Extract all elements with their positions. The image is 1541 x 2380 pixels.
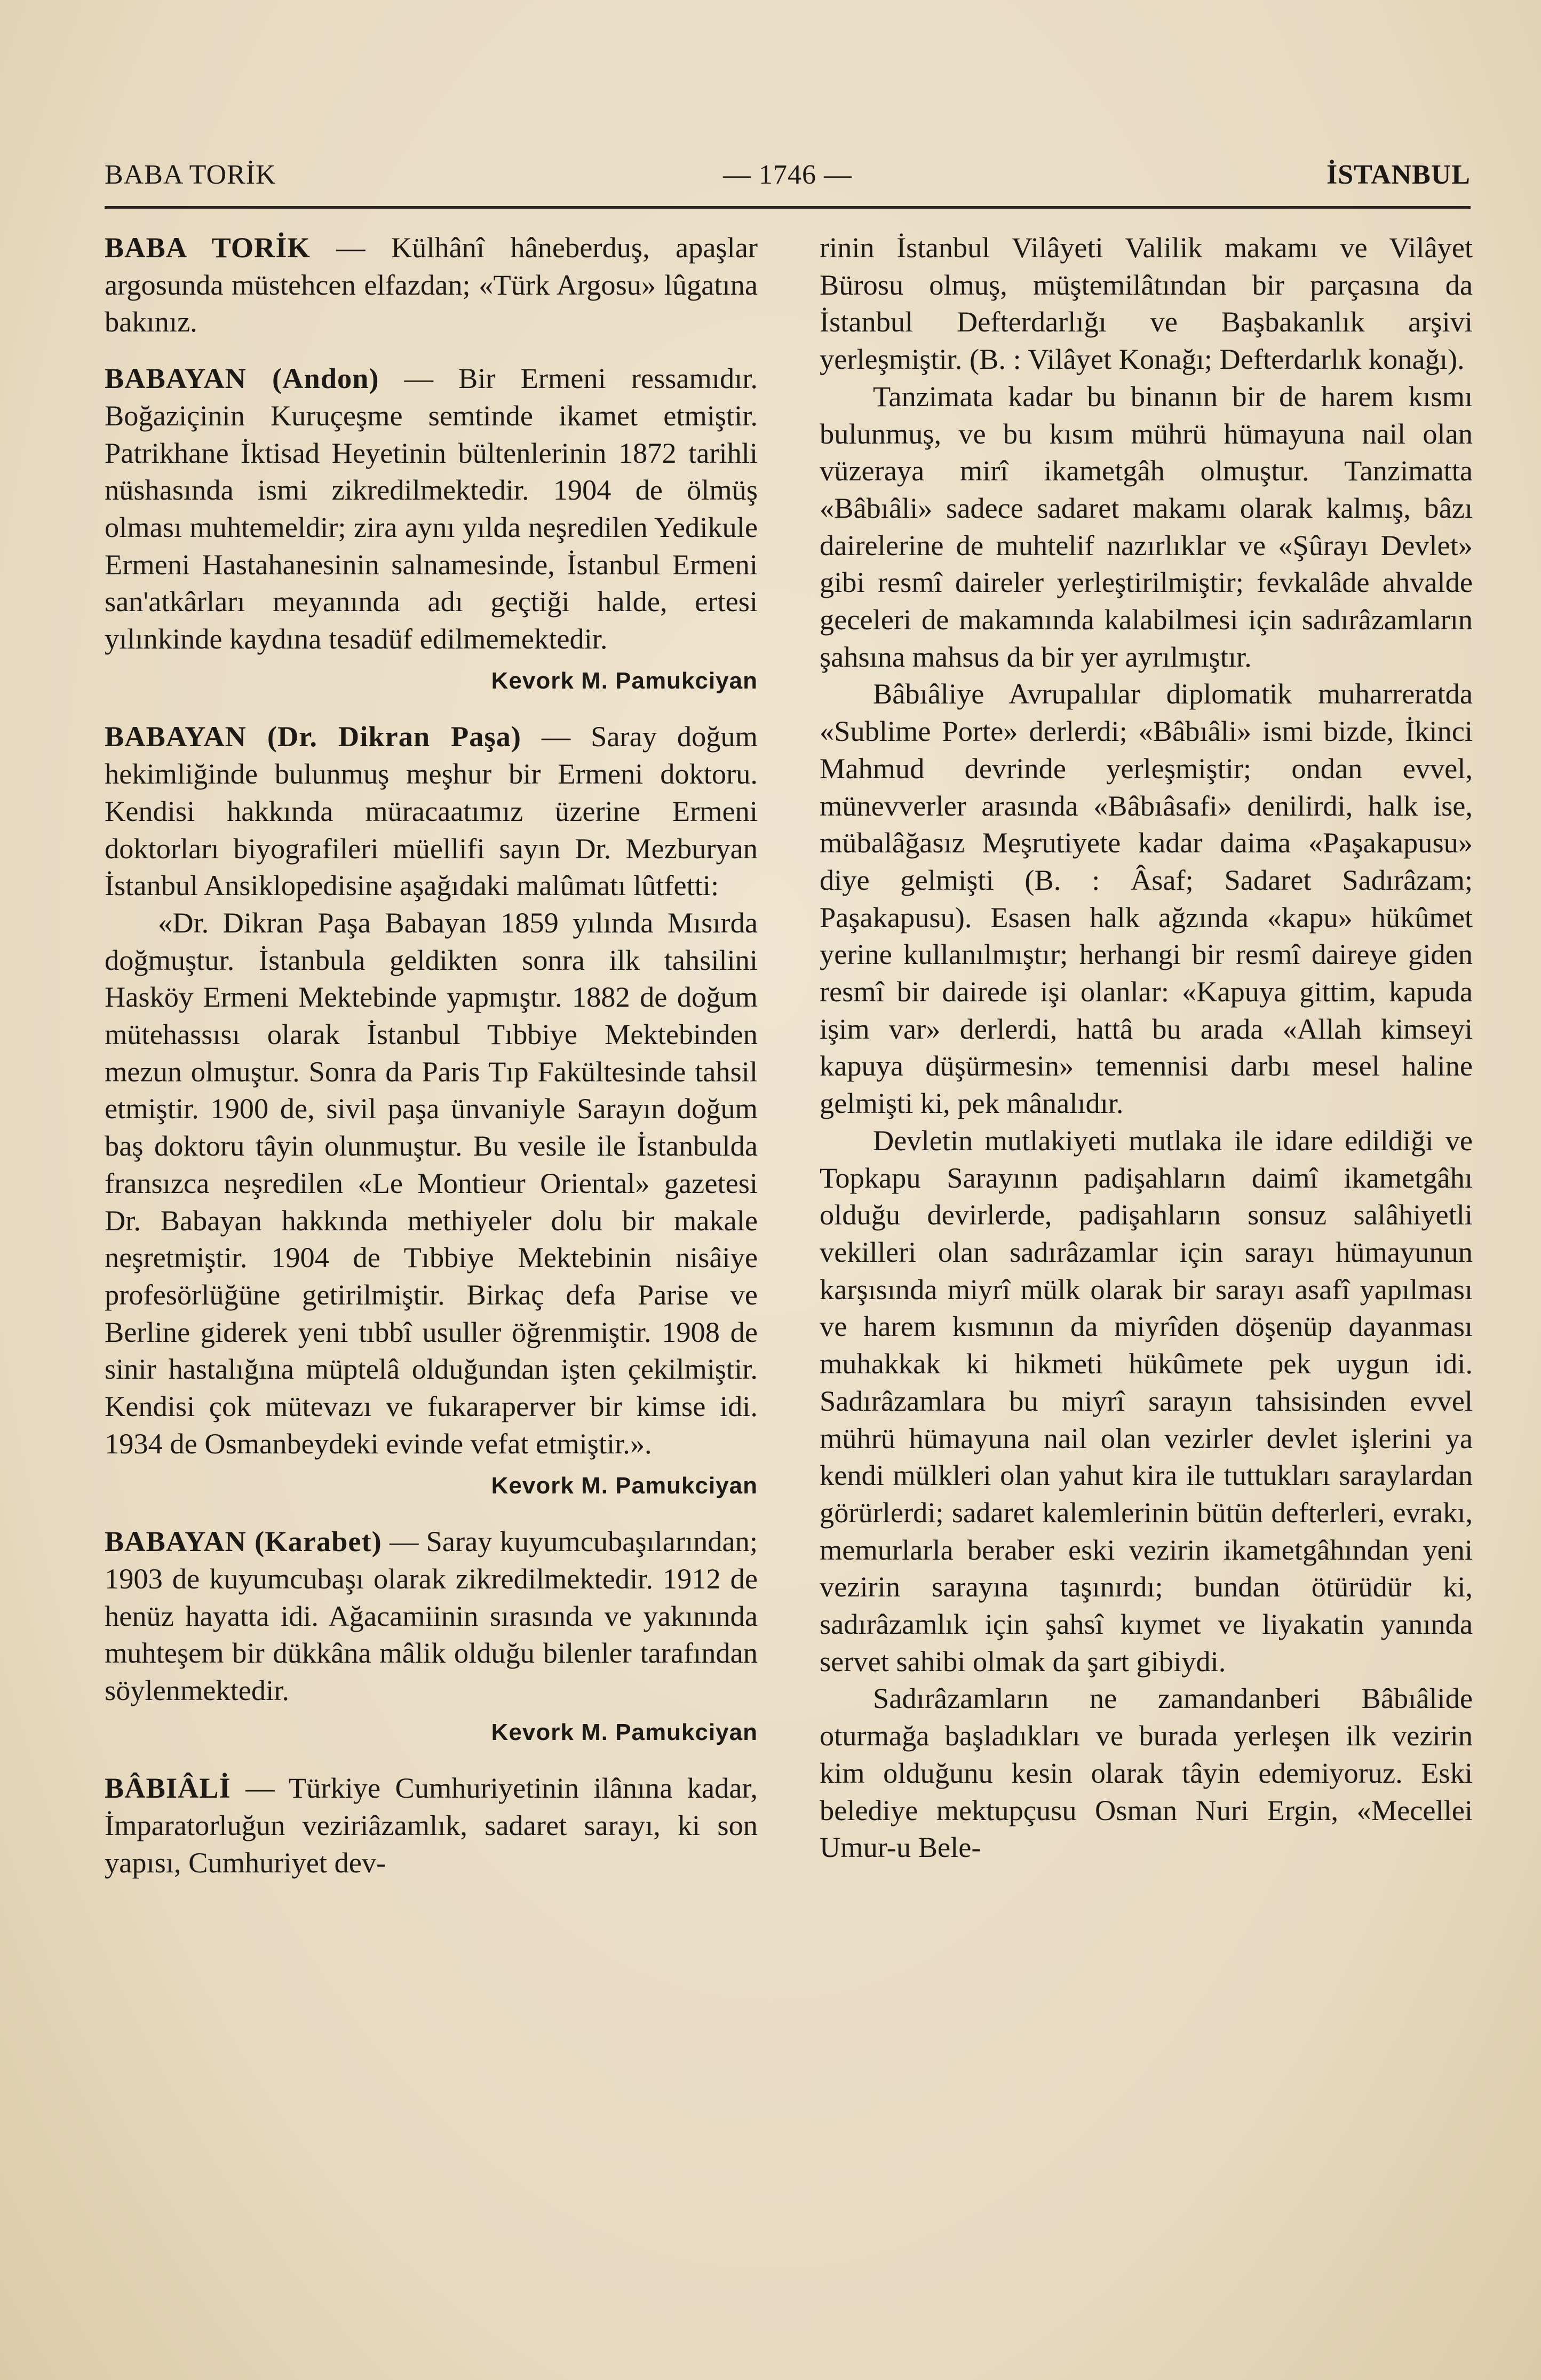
running-header — [105, 159, 1471, 202]
header-left-title: BABA TORİK — [105, 160, 276, 190]
header-rule — [105, 206, 1471, 209]
entry-heading: BABAYAN (Dr. Dikran Paşa) — [105, 721, 521, 753]
entry-babiali — [105, 1770, 758, 1881]
entry-text: — Külhânî hâneberduş, apaşlar argosunda müstehcen elfazdan; «Türk Argosu» lûgatına bakınız. — [105, 232, 758, 338]
right-column — [820, 230, 1473, 1867]
paragraph: Devletin mutlakiyeti mutlaka ile idare edildiği ve Topkapu Sarayının padişahların daimî ikametgâhı olduğu devirlerde, padişahların sonsuz salâhiyetli vekilleri olan sadırâzamlar için sarayı hümayunun karşısında miyrî mülk olarak bir sarayı asafî yapılması ve harem kısmının da miyrîden döşenüp dayanması muhakkak ki hikmeti hükûmete pek uygun idi. Sadırâzamlara bu miyrî sarayın tahsisinden evvel mührü hümayuna nail olan vezirler devlet işlerini ya kendi mülkleri olan yahut kira ile tuttukları saraylardan görürlerdi; sadaret kalemlerinin bütün defterleri, evrakı, memurlarla beraber eski vezirin ikametgâhından yeni vezirin sarayına taşınırdı; bundan ötürüdür ki, sadırâzamlık için şahsî kıymet ve liyakatin yanında servet sahibi olmak da şart gibiydi. — [820, 1124, 1473, 1678]
entry-text: — Bir Ermeni ressamıdır. Boğaziçinin Kuruçeşme semtinde ikamet etmiştir. Patrikhane İktisad Heyetinin bültenlerinin 1872 tarihli nüshasında ismi zikredilmektedir. 1904 de ölmüş olması muhtemeldir; zira aynı yılda neşredilen Yedikule Ermeni Hastahanesinin salnamesinde, İstanbul Ermeni san'atkârları meyanında adı geçtiği halde, ertesi yılınkinde kaydına tesadüf edilmemektedir. — [105, 362, 758, 655]
entry-heading: BÂBIÂLİ — [105, 1772, 231, 1805]
entry-heading: BABA TORİK — [105, 232, 311, 264]
paragraph: rinin İstanbul Vilâyeti Valilik makamı ve Vilâyet Bürosu olmuş, müştemilâtından bir parçasına da İstanbul Defterdarlığı ve Başbakanlık arşivi yerleşmiştir. (B. : Vilâyet Konağı; Defterdarlık konağı). — [820, 232, 1473, 376]
entry-babayan-andon — [105, 360, 758, 658]
entry-heading: BABAYAN (Karabet) — [105, 1525, 382, 1558]
entry-baba-torik — [105, 230, 758, 341]
entry-babayan-karabet — [105, 1523, 758, 1710]
entry-text: — Türkiye Cumhuriyetinin ilânına kadar, İmparatorluğun veziriâzamlık, sadaret sarayı, ki son yapısı, Cumhuriyet dev- — [105, 1772, 758, 1879]
entry-text: — Saray doğum hekimliğinde bulunmuş meşhur bir Ermeni doktoru. Kendisi hakkında müracaatımız üzerine Ermeni doktorları biyografileri müellifi sayın Dr. Mezburyan İstanbul Ansiklopedisine aşağıdaki malûmatı lûtfetti: — [105, 721, 758, 902]
entry-babayan-dikran — [105, 718, 758, 905]
page-number: — 1746 — — [723, 160, 852, 190]
author-signature: Kevork M. Pamukciyan — [491, 667, 758, 694]
spacer — [105, 341, 758, 360]
author-signature: Kevork M. Pamukciyan — [491, 1719, 758, 1745]
entry-heading: BABAYAN (Andon) — [105, 362, 379, 395]
header-right-title: İSTANBUL — [1326, 160, 1471, 190]
paragraph: Sadırâzamların ne zamandanberi Bâbıâlide oturmağa başladıkları ve burada yerleşen ilk vezirin kim olduğunu kesin olarak tâyin edemiyoruz. Eski belediye mektupçusu Osman Nuri Ergin, «Mecellei Umur-u Bele- — [820, 1682, 1473, 1864]
paragraph: Tanzimata kadar bu binanın bir de harem kısmı bulunmuş, ve bu kısım mührü hümayuna nail olan vüzeraya mirî ikametgâh olmuştur. Tanzimatta «Bâbıâli» sadece sadaret makamı olarak kalmış, bâzı dairelerine de muhtelif nazırlıklar ve «Şûrayı Devlet» gibi resmî daireler yerleştirilmiştir; fevkalâde ahvalde geceleri de makamında kalabilmesi için sadırâzamların şahsına mahsus da bir yer ayrılmıştır. — [820, 380, 1473, 673]
paragraph: Bâbıâliye Avrupalılar diplomatik muharreratda «Sublime Porte» derlerdi; «Bâbıâli» ismi bizde, İkinci Mahmud devrinde yerleşmiştir; ondan evvel, münevverler arasında «Bâbıâsafi» denilirdi, halk ise, mübalâğasız Meşrutiyete kadar daima «Paşakapusu» diye gelmişti (B. : Âsaf; Sadaret Sadırâzam; Paşakapusu). Esasen halk ağzında «kapu» hükûmet yerine kullanılmıştır; herhangi bir resmî daireye giden resmî bir dairede işi olanlar: «Kapuya gittim, kapuda işim var» derlerdi, hattâ bu arada «Allah kimseyi kapuya düşürmesin» temennisi darbı mesel haline gelmişti ki, pek mânalıdır. — [820, 678, 1473, 1120]
author-signature: Kevork M. Pamukciyan — [491, 1472, 758, 1499]
left-column — [105, 230, 758, 1882]
entry-quote: «Dr. Dikran Paşa Babayan 1859 yılında Mısırda doğmuştur. İstanbula geldikten sonra ilk tahsilini Hasköy Ermeni Mektebinde yapmıştır. 1882 de doğum mütehassısı olarak İstanbul Tıbbiye Mektebinden mezun olmuştur. Sonra da Paris Tıp Fakültesinde tahsil etmiştir. 1900 de, sivil paşa ünvaniyle Sarayın doğum baş doktoru tâyin olunmuştur. Bu vesile ile İstanbulda fransızca neşredilen «Le Montieur Oriental» gazetesi Dr. Babayan hakkında methiyeler dolu bir makale neşretmiştir. 1904 de Tıbbiye Mektebinin nisâiye profesörlüğüne getirilmiştir. Birkaç defa Parise ve Berline giderek yeni tıbbî usuller öğrenmiştir. 1908 de sinir hastalığına müptelâ olduğundan işten çekilmiştir. Kendisi çok mütevazı ve fukaraperver bir kimse idi. 1934 de Osmanbeydeki evinde vefat etmiştir.». — [105, 906, 758, 1460]
entry-text: — Saray kuyumcubaşılarından; 1903 de kuyumcubaşı olarak zikredilmektedir. 1912 de henüz hayatta idi. Ağacamiinin sırasında ve yakınında muhteşem bir dükkâna mâlik olduğu bilenler tarafından söylenmektedir. — [105, 1525, 758, 1707]
